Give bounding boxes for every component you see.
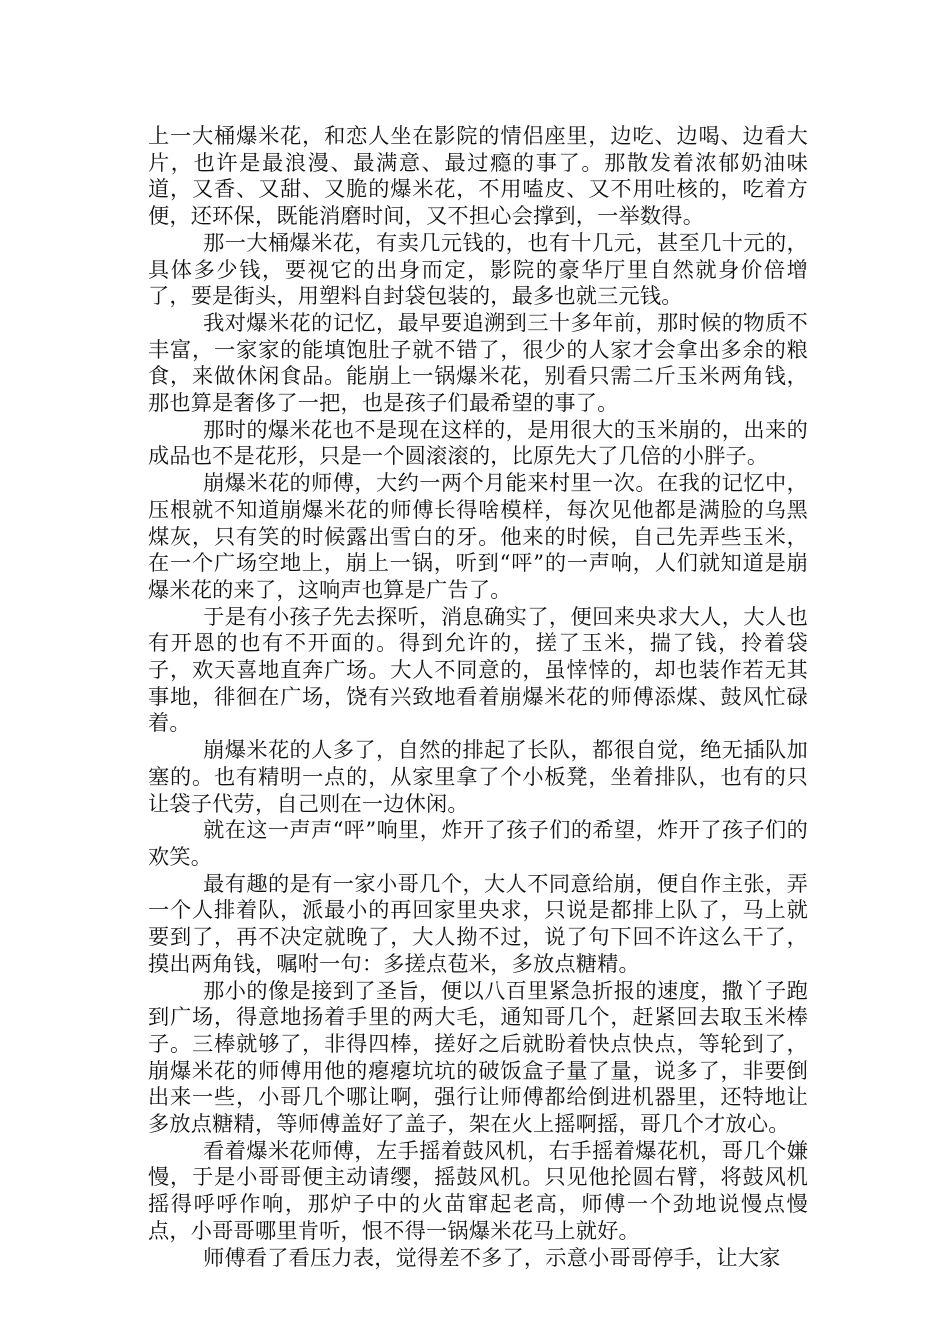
paragraph-3: 我对爆米花的记忆，最早要追溯到三十多年前，那时候的物质不丰富，一家家的能填饱肚子就不错了，很少的人家才会拿出多余的粮食，来做休闲食品。能崩上一锅爆米花，别看只需二斤玉米两角钱，那也算是奢侈了一把，也是孩子们最希望的事了。 <box>148 309 808 416</box>
paragraph-2: 那一大桶爆米花，有卖几元钱的，也有十几元，甚至几十元的，具体多少钱，要视它的出身而定，影院的豪华厅里自然就身价倍增了，要是街头，用塑料自封袋包装的，最多也就三元钱。 <box>148 229 808 309</box>
paragraph-5: 崩爆米花的师傅，大约一两个月能来村里一次。在我的记忆中，压根就不知道崩爆米花的师傅长得啥模样，每次见他都是满脸的乌黑煤灰，只有笑的时候露出雪白的牙。他来的时候，自己先弄些玉米，在一个广场空地上，崩上一锅，听到“呯”的一声响，人们就知道是崩爆米花的来了，这响声也算是广告了。 <box>148 470 808 602</box>
paragraph-9: 最有趣的是有一家小哥几个，大人不同意给崩，便自作主张，弄一个人排着队，派最小的再回家里央求，只说是都排上队了，马上就要到了，再不决定就晚了，大人拗不过，说了句下回不许这么干了，摸出两角钱，嘱咐一句：多搓点苞米，多放点糖精。 <box>148 870 808 976</box>
paragraph-6: 于是有小孩子先去探听，消息确实了，便回来央求大人，大人也有开恩的也有不开面的。得到允许的，搓了玉米，揣了钱，拎着袋子，欢天喜地直奔广场。大人不同意的，虽悻悻的，却也装作若无其事地，徘徊在广场，饶有兴致地看着崩爆米花的师傅添煤、鼓风忙碌着。 <box>148 603 808 736</box>
paragraph-4: 那时的爆米花也不是现在这样的，是用很大的玉米崩的，出来的成品也不是花形，只是一个圆滚滚的，比原先大了几倍的小胖子。 <box>148 416 808 469</box>
article-body <box>148 123 808 1271</box>
paragraph-10: 那小的像是接到了圣旨，便以八百里紧急折报的速度，撒丫子跑到广场，得意地扬着手里的两大毛，通知哥几个，赶紧回去取玉米棒子。三棒就够了，非得四棒，搓好之后就盼着快点快点，等轮到了，崩爆米花的师傅用他的瘪瘪坑坑的破饭盒子量了量，说多了，非要倒出来一些，小哥几个哪让啊，强行让师傅都给倒进机器里，还特地让多放点糖精，等师傅盖好了盖子，架在火上摇啊摇，哥几个才放心。 <box>148 977 808 1137</box>
paragraph-8: 就在这一声声“呯”响里，炸开了孩子们的希望，炸开了孩子们的欢笑。 <box>148 817 808 869</box>
paragraph-11: 看着爆米花师傅，左手摇着鼓风机，右手摇着爆花机，哥几个嫌慢，于是小哥哥便主动请缨，摇鼓风机。只见他抡圆右臂，将鼓风机摇得呼呼作响，那炉子中的火苗窜起老高，师傅一个劲地说慢点慢点，小哥哥哪里肯听，恨不得一锅爆米花马上就好。 <box>148 1137 808 1243</box>
paragraph-12: 师傅看了看压力表，觉得差不多了，示意小哥哥停手，让大家 <box>203 1244 781 1270</box>
paragraph-7: 崩爆米花的人多了，自然的排起了长队，都很自觉，绝无插队加塞的。也有精明一点的，从家里拿了个小板凳，坐着排队，也有的只让袋子代劳，自己则在一边休闲。 <box>148 737 808 816</box>
paragraph-1: 上一大桶爆米花，和恋人坐在影院的情侣座里，边吃、边喝、边看大片，也许是最浪漫、最满意、最过瘾的事了。那散发着浓郁奶油味道，又香、又甜、又脆的爆米花，不用嗑皮、又不用吐核的，吃着方便，还环保，既能消磨时间，又不担心会撑到，一举数得。 <box>148 123 808 229</box>
